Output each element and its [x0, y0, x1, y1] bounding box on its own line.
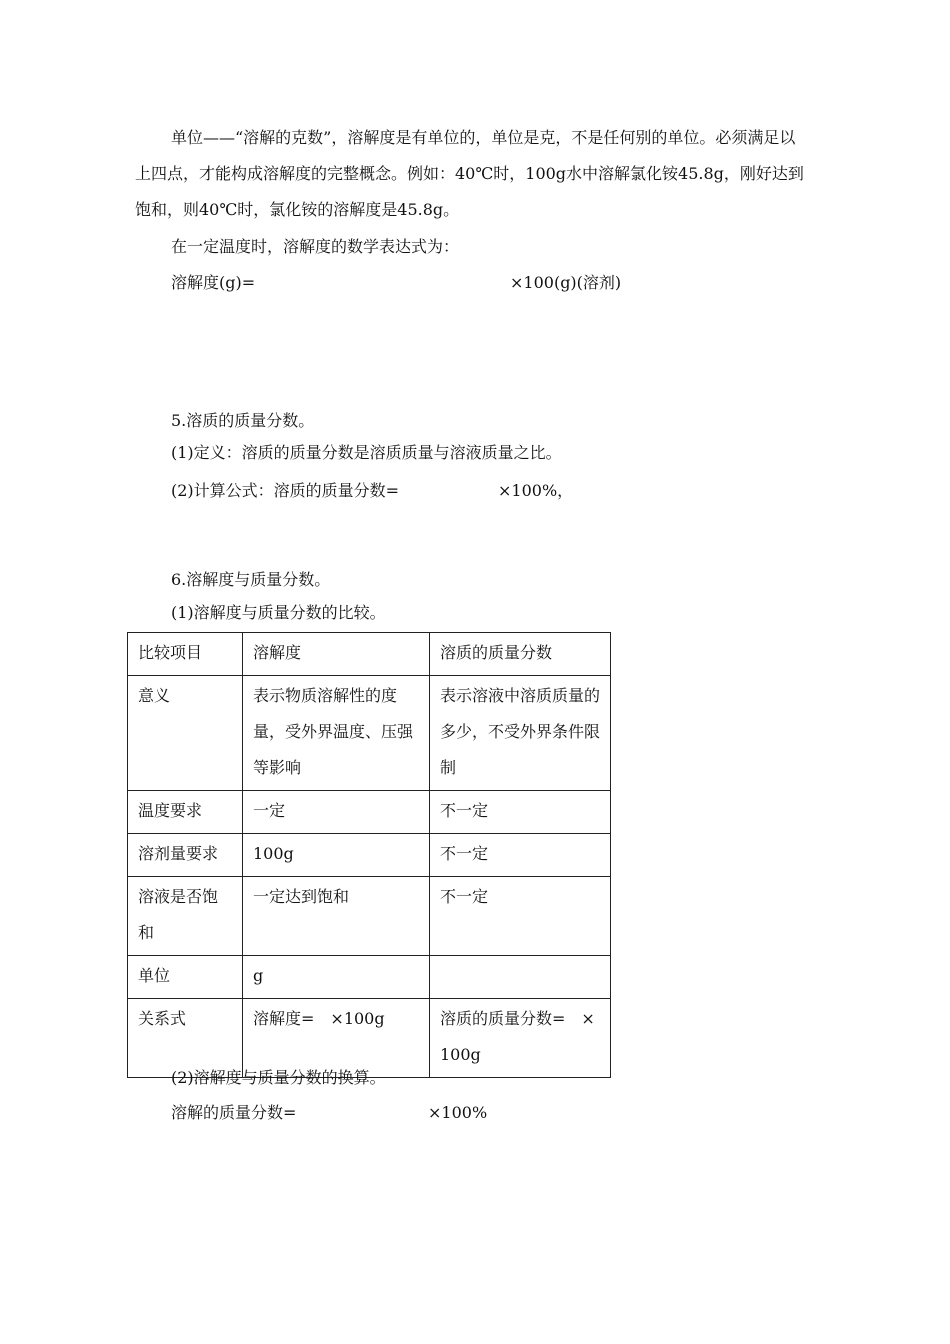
table-cell: 温度要求 — [128, 791, 243, 834]
table-row — [128, 956, 611, 999]
table-cell: g — [243, 956, 430, 999]
table-header-cell: 比较项目 — [128, 633, 243, 676]
solubility-formula-right: ×100(g)(溶剂) — [510, 273, 622, 292]
table-cell: 溶质的质量分数= ×100g — [430, 999, 611, 1078]
table-cell: 溶解度= ×100g — [243, 999, 430, 1078]
table-cell: 意义 — [128, 676, 243, 791]
table-cell: 100g — [243, 834, 430, 877]
table-cell: 不一定 — [430, 877, 611, 956]
section6-sub2: (2)溶解度与质量分数的换算。 — [171, 1068, 386, 1087]
table-cell: 不一定 — [430, 791, 611, 834]
table-header-row — [128, 633, 611, 676]
table-cell: 一定 — [243, 791, 430, 834]
table-row — [128, 834, 611, 877]
table-cell: 不一定 — [430, 834, 611, 877]
table-row — [128, 791, 611, 834]
table-row — [128, 676, 611, 791]
table-row — [128, 999, 611, 1078]
solubility-formula-left: 溶解度(g)= — [171, 273, 256, 292]
table-row — [128, 877, 611, 956]
table-cell: 一定达到饱和 — [243, 877, 430, 956]
table-cell: 表示物质溶解性的度量，受外界温度、压强等影响 — [243, 676, 430, 791]
table-cell: 单位 — [128, 956, 243, 999]
table-cell: 关系式 — [128, 999, 243, 1078]
section6-heading: 6.溶解度与质量分数。 — [171, 570, 331, 589]
section6-sub1: (1)溶解度与质量分数的比较。 — [171, 603, 386, 622]
conversion-formula-right: ×100% — [428, 1103, 488, 1122]
table-cell: 溶液是否饱和 — [128, 877, 243, 956]
table-cell: 溶剂量要求 — [128, 834, 243, 877]
math-intro: 在一定温度时，溶解度的数学表达式为： — [171, 237, 460, 256]
table-header-cell: 溶质的质量分数 — [430, 633, 611, 676]
section5-definition: (1)定义：溶质的质量分数是溶质质量与溶液质量之比。 — [171, 443, 562, 462]
section5-formula-left: (2)计算公式：溶质的质量分数= — [171, 481, 400, 500]
conversion-formula-left: 溶解的质量分数= — [171, 1103, 297, 1122]
unit-paragraph: 单位——“溶解的克数”，溶解度是有单位的，单位是克，不是任何别的单位。必须满足以上四点，才能构成溶解度的完整概念。例如：40℃时，100g水中溶解氯化铵45.8g，刚好达到饱和，则40℃时，氯化铵的溶解度是45.8g。 — [135, 128, 804, 219]
section5-heading: 5.溶质的质量分数。 — [171, 411, 315, 430]
table-cell: 表示溶液中溶质质量的多少，不受外界条件限制 — [430, 676, 611, 791]
table-cell — [430, 956, 611, 999]
section5-formula-right: ×100%， — [498, 481, 574, 500]
table-header-cell: 溶解度 — [243, 633, 430, 676]
comparison-table — [127, 632, 611, 1078]
